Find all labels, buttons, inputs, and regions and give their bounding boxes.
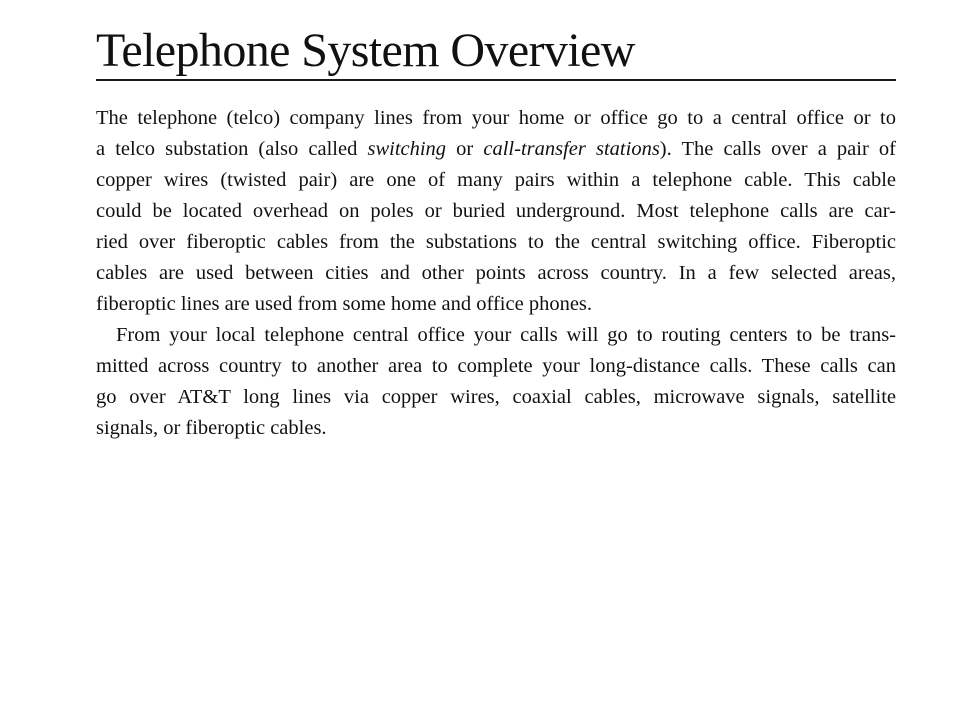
text-line — [96, 165, 896, 196]
text-segment: fiberoptic lines are used from some home and office phones. — [96, 293, 593, 315]
text-segment: ). The calls over a pair of — [659, 138, 896, 160]
text-segment: mitted across country to another area to complete your long-distance calls. These calls can — [96, 355, 896, 377]
text-segment: go over AT&T long lines via copper wires, coaxial cables, microwave signals, satellite — [96, 386, 896, 408]
text-line — [96, 351, 896, 382]
text-line — [96, 320, 896, 351]
italic-term: call-transfer stations — [483, 138, 660, 160]
text-segment: ried over fiberoptic cables from the substations to the central switching office. Fiberoptic — [96, 231, 896, 253]
text-line — [96, 227, 896, 258]
body-text — [96, 103, 896, 444]
document-page — [96, 22, 896, 444]
text-line — [96, 413, 896, 444]
text-segment: signals, or fiberoptic cables. — [96, 417, 327, 439]
text-line — [96, 289, 896, 320]
text-segment: copper wires (twisted pair) are one of many pairs within a telephone cable. This cable — [96, 169, 896, 191]
text-line — [96, 103, 896, 134]
text-segment: cables are used between cities and other points across country. In a few selected areas, — [96, 262, 896, 284]
text-line — [96, 134, 896, 165]
text-line — [96, 196, 896, 227]
text-segment: a telco substation (also called — [96, 138, 368, 160]
paragraph — [96, 103, 896, 320]
page-title: Telephone System Overview — [96, 24, 635, 77]
italic-term: switching — [367, 138, 447, 160]
text-line — [96, 382, 896, 413]
paragraph — [96, 320, 896, 444]
text-segment: The telephone (telco) company lines from your home or office go to a central office or to — [96, 107, 896, 129]
text-segment: or — [446, 138, 484, 160]
text-segment: could be located overhead on poles or buried underground. Most telephone calls are car- — [96, 200, 896, 222]
text-segment: From your local telephone central office your calls will go to routing centers to be trans- — [116, 324, 896, 346]
text-line — [96, 258, 896, 289]
